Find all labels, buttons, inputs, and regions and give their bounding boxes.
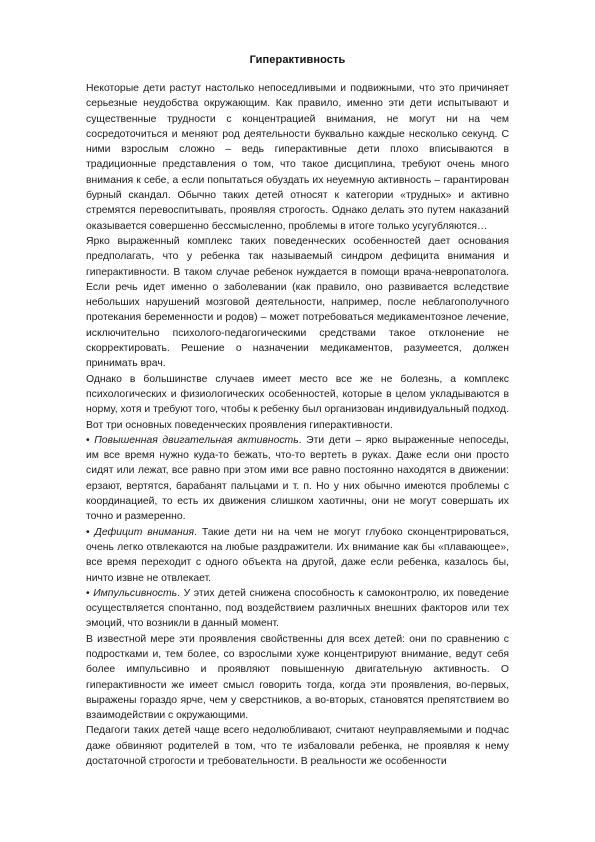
bullet-text: . У этих детей снижена способность к самоконтролю, их поведение осуществляется спонтанно, под воздействием различных внешних факторов или тех эмоций, что возникли в данный момент. — [86, 587, 509, 630]
bullet-text: . Эти дети – ярко выраженные непоседы, им все время нужно куда-то бежать, что-то вертеть в руках. Даже если они просто сидят или лежат, все равно при этом ими все равно постоянно находятся в движении: ерзают, вертятся, барабанят пальцами и т. п. Но у них обычно имеются проблемы с координацией, то есть их движения слишком хаотичны, они не могут совершать их точно и размеренно. — [86, 434, 509, 523]
bullet-text: . Такие дети ни на чем не могут глубоко сконцентрироваться, очень легко отвлекаются на любые раздражители. Их внимание как бы «плавающее», все время переходит с одного объекта на другой, даже если ребенка, казалось бы, ничто извне не отвлекает. — [86, 526, 509, 584]
bullet-marker: • — [86, 587, 94, 599]
paragraph: Некоторые дети растут настолько непоседливыми и подвижными, что это причиняет серьезные неудобства окружающим. Как правило, именно эти дети испытывают и существенные трудности с концентрацией внимания, не могут ни на чем сосредоточиться и меняют род деятельности буквально каждые несколько секунд. С ними взрослым сложно – ведь гиперактивные дети плохо вписываются в традиционные представления о том, что такое дисциплина, требуют очень много внимания к себе, а если попытаться обуздать их неуемную активность – гарантирован бурный скандал. Обычно таких детей относят к категории «трудных» и активно стремятся перевоспитывать, проявляя строгость. Однако делать это путем наказаний оказывается совершенно бессмысленно, проблемы в итоге только усугубляются… — [86, 83, 509, 232]
paragraph: Педагоги таких детей чаще всего недолюбливают, считают неуправляемыми и подчас даже обвиняют родителей в том, что те избаловали ребенка, не проявляя к нему достаточной строгости и требовательности. В реальности же особенности — [86, 725, 509, 768]
bullet-lead: Дефицит внимания — [94, 526, 195, 538]
document-title: Гиперактивность — [249, 54, 346, 66]
bullet-paragraph — [86, 433, 509, 525]
bullet-paragraph — [86, 586, 509, 632]
paragraph: Однако в большинстве случаев имеет место все же не болезнь, а комплекс психологических и физиологических особенностей, которые в целом укладываются в норму, хотя и требуют того, чтобы к ребенку был организован индивидуальный подход. Вот три основных поведенческих проявления гиперактивности. — [86, 373, 509, 431]
bullet-lead: Повышенная двигательная активность — [94, 434, 299, 446]
document-body — [86, 81, 509, 769]
bullet-marker: • — [86, 434, 95, 446]
bullet-marker: • — [86, 526, 95, 538]
bullet-paragraph — [86, 525, 509, 586]
paragraph: Ярко выраженный комплекс таких поведенческих особенностей дает основания предполагать, что у ребенка так называемый синдром дефицита внимания и гиперактивности. В таком случае ребенок нуждается в помощи врача-невропатолога. Если речь идет именно о заболевании (как правило, оно развивается вследствие небольших нарушений мозговой деятельности, например, после неблагополучного протекания беременности и родов) – может потребоваться медикаментозное лечение, исключительно психолого-педагогическими средствами такое отклонение не скорректировать. Решение о назначении медикаментов, разумеется, должен принимать врач. — [86, 235, 509, 370]
bullet-lead: Импульсивность — [93, 587, 178, 599]
paragraph: В известной мере эти проявления свойственны для всех детей: они по сравнению с подростками и, тем более, со взрослыми хуже концентрируют внимание, ведут себя более импульсивно и проявляют повышенную двигательную активность. О гиперактивности же имеет смысл говорить тогда, когда эти проявления, во-первых, выражены гораздо ярче, чем у сверстников, а во-вторых, становятся препятствием во взаимодействии с окружающими. — [86, 633, 509, 722]
